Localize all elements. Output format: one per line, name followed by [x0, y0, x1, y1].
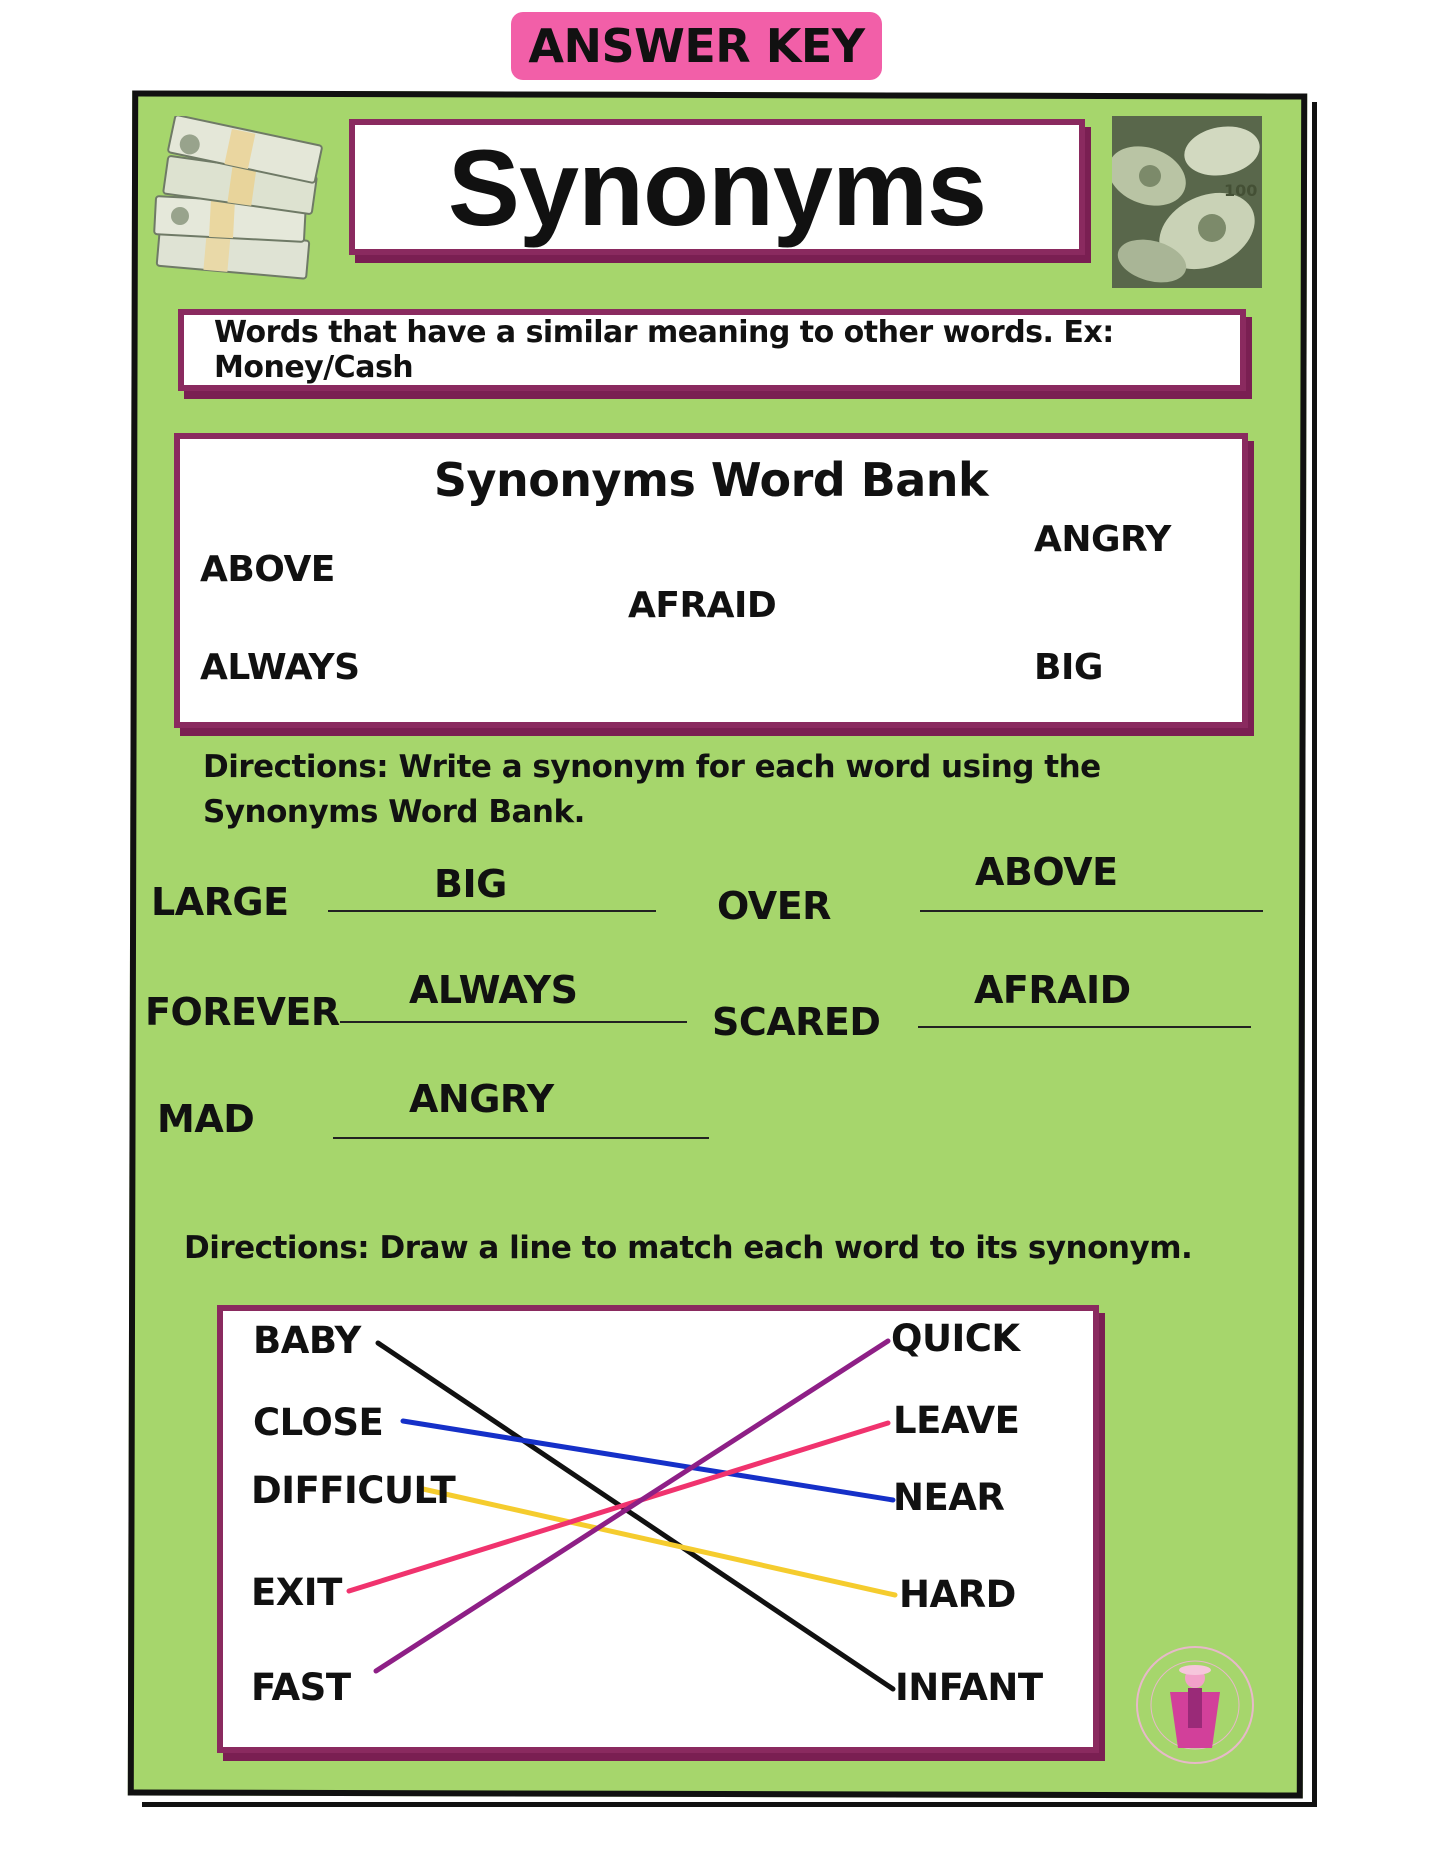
item-answer-big: BIG [434, 862, 507, 906]
match-left-exit: EXIT [251, 1571, 342, 1614]
directions-write: Directions: Write a synonym for each word using the Synonyms Word Bank. [203, 749, 1101, 830]
answer-line [340, 1021, 687, 1023]
match-line-close-near [403, 1421, 893, 1500]
item-word-large: LARGE [151, 880, 289, 924]
bank-word-angry: ANGRY [1034, 519, 1171, 560]
money-bills-image [1112, 116, 1262, 288]
speech-therapy-boutique-logo [1130, 1640, 1260, 1770]
answer-line [328, 910, 656, 912]
money-stack-image [150, 116, 325, 286]
answer-key-label: ANSWER KEY [528, 19, 865, 73]
match-right-near: NEAR [893, 1476, 1005, 1519]
matching-card [217, 1305, 1099, 1753]
match-left-close: CLOSE [253, 1401, 384, 1444]
answer-line [918, 1026, 1251, 1028]
match-left-fast: FAST [251, 1666, 351, 1709]
answer-key-badge [511, 12, 882, 80]
match-right-leave: LEAVE [893, 1399, 1020, 1442]
page-title: Synonyms [447, 126, 987, 248]
match-left-difficult: DIFFICULT [251, 1469, 456, 1512]
item-word-scared: SCARED [712, 1000, 881, 1044]
match-right-infant: INFANT [895, 1666, 1043, 1709]
answer-line [920, 910, 1263, 912]
bank-word-afraid: AFRAID [628, 585, 777, 626]
bank-word-always: ALWAYS [200, 647, 360, 688]
word-bank-card [174, 433, 1248, 728]
answer-line [333, 1137, 709, 1139]
definition-card [178, 309, 1246, 391]
match-line-difficult-hard [423, 1489, 895, 1595]
item-answer-angry: ANGRY [409, 1077, 554, 1121]
match-right-quick: QUICK [891, 1317, 1020, 1360]
bank-word-big: BIG [1034, 647, 1103, 688]
match-line-baby-infant [378, 1343, 893, 1689]
item-answer-always: ALWAYS [409, 968, 578, 1012]
item-answer-afraid: AFRAID [974, 968, 1131, 1012]
item-word-over: OVER [717, 884, 831, 928]
directions-match: Directions: Draw a line to match each word to its synonym. [184, 1230, 1193, 1266]
match-left-baby: BABY [253, 1319, 361, 1362]
svg-text:100: 100 [1224, 181, 1258, 200]
item-answer-above: ABOVE [975, 850, 1118, 894]
definition-text: Words that have a similar meaning to other words. Ex: Money/Cash [214, 315, 1114, 385]
item-word-forever: FOREVER [145, 990, 340, 1034]
match-right-hard: HARD [899, 1573, 1016, 1616]
title-card [349, 119, 1085, 255]
word-bank-title: Synonyms Word Bank [433, 453, 989, 507]
item-word-mad: MAD [157, 1097, 255, 1141]
bank-word-above: ABOVE [200, 549, 335, 590]
